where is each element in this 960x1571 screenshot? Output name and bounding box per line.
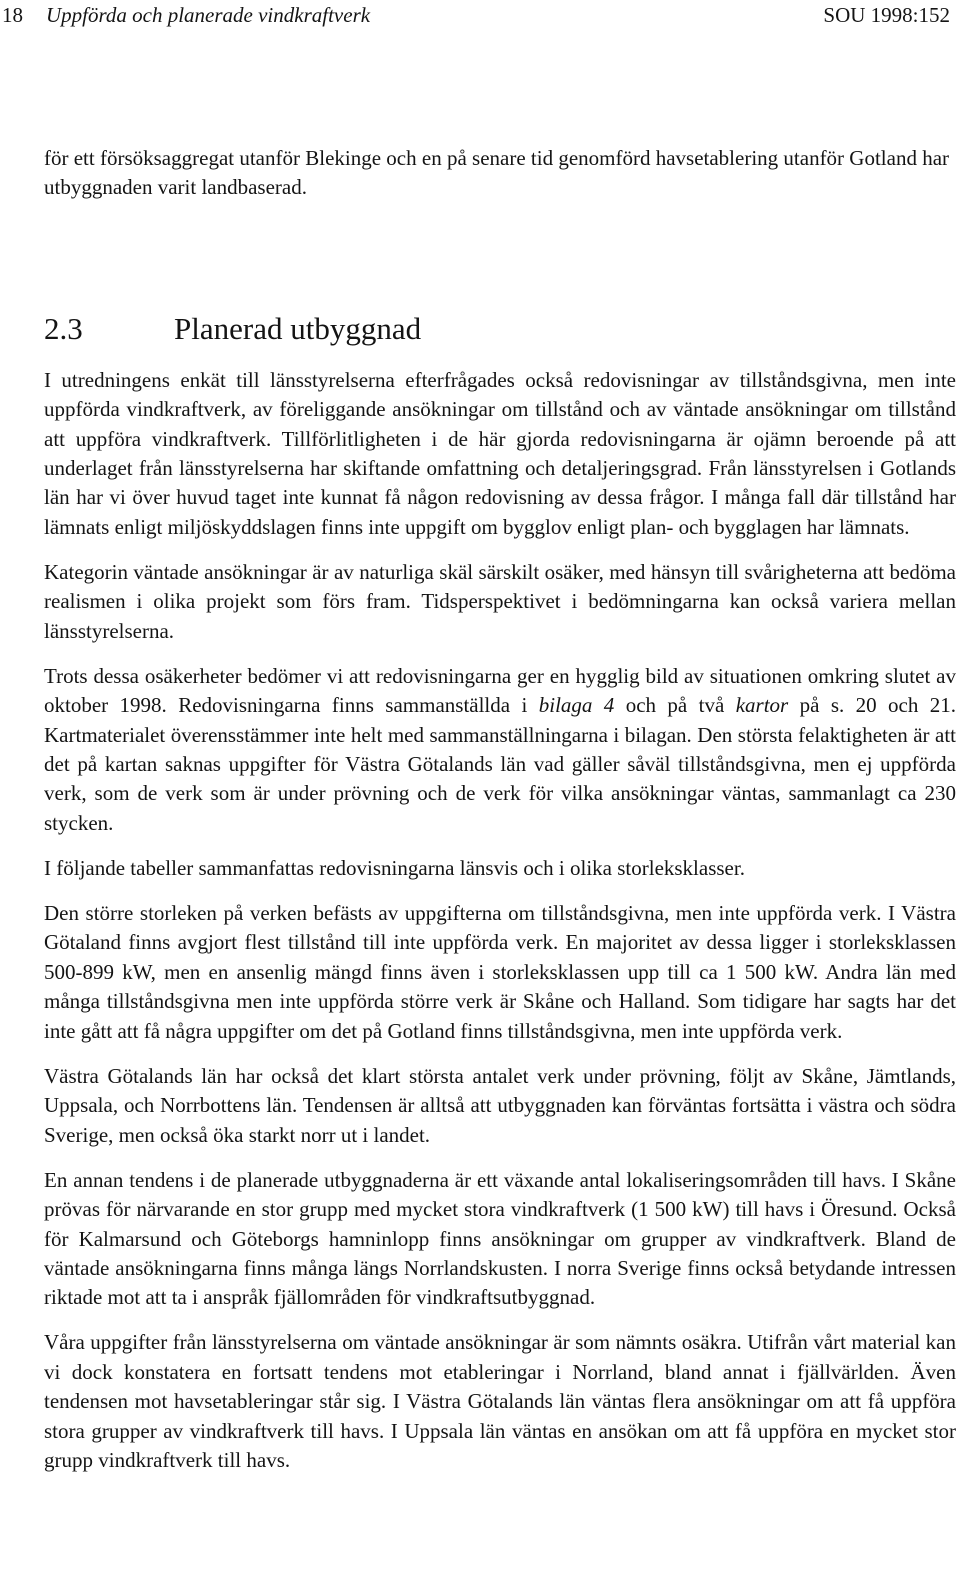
document-series-id: SOU 1998:152: [823, 3, 950, 27]
paragraph-3-text-b: och på två: [614, 693, 736, 718]
paragraph-1: I utredningens enkät till länsstyrelserna efterfrågades också redovisningar av tillståndsgivna, men inte uppförda vindkraftverk, av föreliggande ansökningar om tillstånd och av väntade ansökningar om tillstånd att uppföra vindkraftverk. Tillförlitligheten i de här gjorda redovisningarna är ojämn beroende på att underlaget från länsstyrelserna har skiftande omfattning och detaljeringsgrad. Från länsstyrelsen i Gotlands län har vi över huvud taget inte kunnat få någon redovisning av dessa frågor. I många fall där tillstånd har lämnats enligt miljöskyddslagen finns inte uppgift om bygglov enligt plan- och bygglagen har lämnats.: [44, 367, 956, 539]
paragraph-8: Våra uppgifter från länsstyrelserna om väntade ansökningar är som nämnts osäkra. Utifrån vårt material kan vi dock konstatera en fortsatt tendens mot etableringar i Norrland, bland annat i fjällvärlden. Även tendensen mot havsetableringar står sig. I Västra Götalands län väntas flera ansökningar om att få uppföra stora grupper av vindkraftverk till havs. I Uppsala län väntas en ansökan om att få uppföra en mycket stor grupp vindkraftverk till havs.: [44, 1330, 956, 1473]
appendix-reference: bilaga 4: [538, 693, 615, 718]
page-header: [0, 0, 956, 30]
paragraph-5: Den större storleken på verken befästs av uppgifterna om tillståndsgivna, men inte uppförda verk. I Västra Götaland finns avgjort flest tillstånd till inte uppförda verk. En majoritet av dessa ligger i storleksklassen 500-899 kW, men en ansenlig mängd finns även i storleksklassen upp till ca 1 500 kW. Andra län med många tillståndsgivna men inte uppförda större verk är Skåne och Halland. Som tidigare har sagts har det inte gått att få några uppgifter om det på Gotland finns tillståndsgivna, men inte uppförda verk.: [44, 901, 956, 1043]
intro-paragraph: för ett försöksaggregat utanför Blekinge och en på senare tid genomförd havsetablering utanför Gotland har utbyggnaden varit landbaserad.: [44, 146, 950, 200]
page-body: [44, 144, 956, 1491]
paragraph-7: En annan tendens i de planerade utbyggnaderna är ett växande antal lokaliseringsområden till havs. I Skåne prövas för närvarande en stor grupp med mycket stora vindkraftverk (1 500 kW) till havs i Öresund. Också för Kalmarsund och Göteborgs hamninlopp finns ansökningar om grupper av vindkraftverk. Bland de väntade ansökningarna finns många längs Norrlandskusten. I norra Sverige finns också betydande intressen riktade mot att ta i anspråk fjällområden för vindkraftsutbyggnad.: [44, 1167, 956, 1310]
paragraph-3-text-a: Trots dessa osäkerheter bedömer vi att redovisningarna ger en hygglig bild av situationen omkring slutet av oktober 1998. Redovisningarna finns sammanställda i: [44, 663, 956, 718]
paragraph-2: Kategorin väntade ansökningar är av naturliga skäl särskilt osäker, med hänsyn till svårigheterna att bedöma realismen i olika projekt som förs fram. Tidsperspektivet i bedömningarna kan också variera mellan länsstyrelserna.: [44, 559, 956, 643]
section-heading: [44, 310, 956, 348]
paragraph-3: [44, 662, 956, 838]
section-title: Planerad utbyggnad: [174, 310, 422, 346]
maps-reference: kartor: [735, 693, 789, 718]
section-number: 2.3: [44, 310, 83, 346]
paragraph-6: Västra Götalands län har också det klart största antalet verk under prövning, följt av Skåne, Jämtlands, Uppsala, och Norrbottens län. Tendensen är alltså att utbyggnaden kan förväntas fortsätta i västra och södra Sverige, men också öka starkt norr ut i landet.: [44, 1063, 956, 1147]
page-number: 18: [2, 3, 23, 27]
running-title: Uppförda och planerade vindkraftverk: [46, 3, 371, 27]
paragraph-4: I följande tabeller sammanfattas redovisningarna länsvis och i olika storleksklasser.: [44, 855, 745, 880]
paragraph-3-text-c: på s. 20 och 21. Kartmaterialet överensstämmer inte helt med sammanställningarna i bilagan. Den största felaktigheten är att det på kartan saknas uppgifter för Västra Götalands län vad gäller såväl tillståndsgivna, men ej uppförda verk, som de verk som är under prövning och de verk för vilka ansökningar väntas, sammanlagt ca 230 stycken.: [44, 693, 957, 835]
